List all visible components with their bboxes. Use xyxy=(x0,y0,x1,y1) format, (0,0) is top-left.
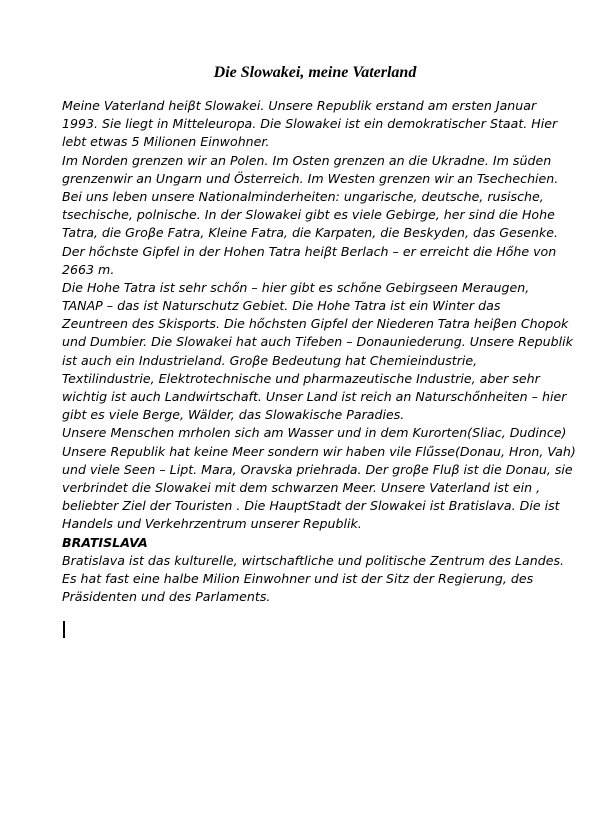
body-line: ist auch ein Industrieland. Groβe Bedeutung hat Chemieindustrie, xyxy=(62,352,478,368)
body-line: Im Norden grenzen wir an Polen. Im Osten grenzen an die Ukradne. Im süden xyxy=(62,152,552,168)
body-line: lebt etwas 5 Milionen Einwohner. xyxy=(62,134,270,150)
body-line: Meine Vaterland heiβt Slowakei. Unsere Republik erstand am ersten Januar xyxy=(62,98,537,113)
body-line: Textilindustrie, Elektrotechnische und pharmazeutische Industrie, aber sehr xyxy=(62,370,540,386)
body-line: Der hőchste Gipfel in der Hohen Tatra heiβt Berlach – er erreicht die Hőhe von xyxy=(62,243,557,259)
section-line: Es hat fast eine halbe Milion Einwohner und ist der Sitz der Regierung, des xyxy=(62,570,534,586)
body-line: 2663 m. xyxy=(62,261,115,277)
body-line: und Dumbier. Die Slowakei hat auch Tifeben – Donauniederung. Unsere Republik xyxy=(62,334,573,350)
body-line: Unsere Menschen mrholen sich am Wasser und in dem Kurorten(Sliac, Dudince) xyxy=(62,425,567,441)
body-line: Bei uns leben unsere Nationalminderheiten: ungarische, deutsche, rusische, xyxy=(62,188,544,204)
body-line: wichtig ist auch Landwirtschaft. Unser Land ist reich an Naturschőnheiten – hier xyxy=(62,389,567,404)
body-line: Die Hohe Tatra ist sehr schőn – hier gibt es schőne Gebirgseen Meraugen, xyxy=(62,279,530,295)
document-title: Die Slowakei, meine Vaterland xyxy=(213,64,417,81)
body-line: grenzenwir an Ungarn und Österreich. Im Westen grenzen wir an Tsechechien. xyxy=(62,170,559,186)
body-line: Handels und Verkehrzentrum unserer Republik. xyxy=(62,516,362,532)
section-heading: BRATISLAVA xyxy=(62,534,148,550)
section-line: Präsidenten und des Parlaments. xyxy=(62,589,271,605)
body-line: Unsere Republik hat keine Meer sondern wir haben vile Flűsse(Donau, Hron, Vah) xyxy=(62,443,576,459)
body-line: TANAP – das ist Naturschutz Gebiet. Die Hohe Tatra ist ein Winter das xyxy=(62,298,501,314)
body-line: verbrindet die Slowakei mit dem schwarzen Meer. Unsere Vaterland ist ein , xyxy=(62,479,541,495)
body-line: Tatra, die Groβe Fatra, Kleine Fatra, die Karpaten, die Beskyden, das Gesenke. xyxy=(62,225,559,241)
body-line: Zeuntreen des Skisports. Die hőchsten Gipfel der Niederen Tatra heiβen Chopok xyxy=(62,316,569,332)
body-line: gibt es viele Berge, Wälder, das Slowakische Paradies. xyxy=(62,407,405,423)
body-line: beliebter Ziel der Touristen . Die HauptStadt der Slowakei ist Bratislava. Die ist xyxy=(62,498,560,514)
body-line: 1993. Sie liegt in Mitteleuropa. Die Slowakei ist ein demokratischer Staat. Hier xyxy=(62,116,558,132)
body-line: und viele Seen – Lipt. Mara, Oravska priehrada. Der groβe Fluβ ist die Donau, sie xyxy=(62,461,573,477)
document-body xyxy=(62,97,576,606)
section-line: Bratislava ist das kulturelle, wirtschaftliche und politische Zentrum des Landes. xyxy=(62,552,565,568)
body-line: tsechische, polnische. In der Slowakei gibt es viele Gebirge, her sind die Hohe xyxy=(62,207,555,223)
text-cursor[interactable] xyxy=(63,621,65,638)
